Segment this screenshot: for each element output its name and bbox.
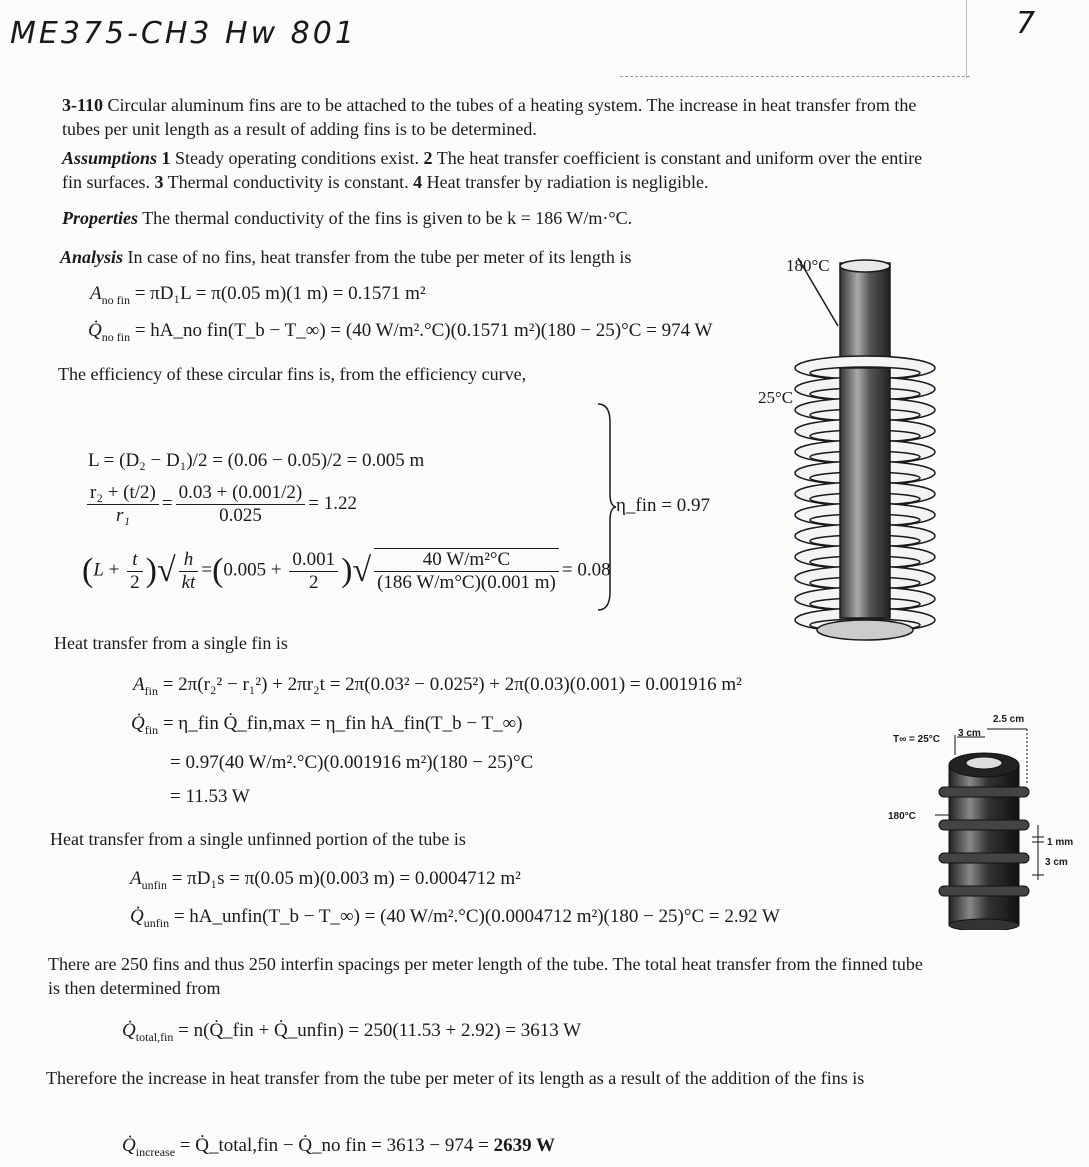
problem-text: Circular aluminum fins are to be attached to the tubes of a heating system. The increase in heat transfer from the tubes per unit length as a result of adding fins is to be determined. [62, 95, 917, 139]
single-fin-text: Heat transfer from a single fin is [54, 633, 288, 653]
eq-area-unfin: $A_{unfin} = \pi D_1s = \pi(0.05$ m)(0.003 m) = 0.0004712 m² [130, 868, 521, 892]
fig2-dim-1mm: 1 mm [1047, 837, 1074, 848]
eq-heat-fin-line3: = 11.53 W [170, 786, 250, 807]
eq-heat-fin: $Q̇_{fin}$ = η_fin Q̇_fin,max = η_fin hA_fin(T_b − T_∞) [131, 713, 523, 737]
eq-area-fin: $A_{fin} = 2\pi(r_2^2 - r_1^2) + 2\pi r_2t = 2\pi(0.03^2 - 0.025^2) + 2\pi(0.03)(0.001) = 0.001916$ m² [133, 674, 742, 698]
assumptions-label: Assumptions [62, 148, 158, 168]
unfin-text: Heat transfer from a single unfinned portion of the tube is [50, 829, 466, 849]
handwritten-title: ME375-CH3 Hw 801 [10, 16, 357, 51]
eq-radius-ratio: $\frac{\text{r₂ + (t/2)}}{\text{r₁}}$ = $\frac{0.03 + (0.001/2)}{0.025}$ = 1.22 [84, 482, 357, 527]
finned-tube-figure [790, 258, 950, 648]
analysis-intro [60, 245, 760, 269]
fig2-ambient-label: T∞ = 25°C [893, 734, 940, 745]
eq-fin-parameter: (L + $\frac{t}{2}$ )√ $\frac{h}{kt}$ =(0.005 + $\frac{0.001}{2}$ )√ $\frac{\text{40 W/m²°C}}{(186 W/m^\circ C)(0.001 m)}$ = 0.08 [82, 548, 611, 593]
fig1-ambient-temp-label: 25°C [758, 388, 794, 407]
total-text: There are 250 fins and thus 250 interfin spacings per meter length of the tube. The total heat transfer from the finned tube is then determined from [48, 954, 923, 998]
properties-label: Properties [62, 208, 138, 228]
problem-statement [62, 93, 942, 141]
assumption-text: The heat transfer coefficient is constant and uniform over the entire fin surfaces. [62, 148, 923, 192]
eq-heat-unfin: $Q̇_{unfin}$ = hA_unfin(T_b − T_∞) = (40 W/m².°C)(0.0004712 m²)(180 − 25)°C = 2.92 W [130, 906, 780, 930]
increase-text: Therefore the increase in heat transfer from the tube per meter of its length as a result of the addition of the fins is [46, 1068, 865, 1088]
eq-heat-total: $Q̇_{total,fin}$ = n(Q̇_fin + Q̇_unfin) = 250(11.53 + 2.92) = 3613 W [122, 1020, 582, 1044]
eta-fin-result: η_fin = 0.97 [616, 495, 711, 516]
fig2-base-temp-label: 180°C [888, 811, 916, 822]
fin-detail-figure [935, 725, 1035, 930]
analysis-text: In case of no fins, heat transfer from the tube per meter of its length is [127, 247, 632, 267]
properties-text: The thermal conductivity of the fins is given to be k = 186 W/m·°C. [142, 208, 633, 228]
eq-area-no-fin: $A_{no fin} = \pi D_1L = \pi(0.05$ m)(1 m) = 0.1571 m² [90, 283, 426, 307]
fig1-tube-temp-label: 180°C [786, 256, 830, 275]
assumption-text: Heat transfer by radiation is negligible. [426, 172, 709, 192]
scan-edge-line [620, 76, 970, 77]
fig2-dim-3cm-spacing: 3 cm [1045, 857, 1068, 868]
eq-heat-increase: $Q̇_{increase}$ = Q̇_total,fin − Q̇_no fin = 3613 − 974 = 2639 W [122, 1135, 555, 1159]
assumption-text: Steady operating conditions exist. [175, 148, 420, 168]
eq-heat-no-fin: $Q̇_{no fin}$ = hA_no fin(T_b − T_∞) = (40 W/m².°C)(0.1571 m²)(180 − 25)°C = 974 W [88, 320, 713, 344]
scan-edge-vertical [966, 0, 967, 78]
properties [62, 206, 762, 230]
fig2-dim-3cm: 3 cm [958, 728, 981, 739]
assumptions [62, 146, 942, 194]
fig2-dimension-arrows [1028, 825, 1048, 885]
efficiency-text: The efficiency of these circular fins is, from the efficiency curve, [58, 364, 527, 384]
final-answer: 2639 W [493, 1135, 555, 1156]
eq-corrected-length: L = (D₂ − D₁)/2 = (0.06 − 0.05)/2 = 0.005 m [88, 450, 425, 471]
right-brace [596, 402, 616, 612]
page-number: 7 [1016, 6, 1039, 41]
eq-heat-fin-line2: = 0.97(40 W/m².°C)(0.001916 m²)(180 − 25)°C [170, 752, 534, 773]
problem-number: 3-110 [62, 95, 104, 115]
assumption-number: 1 [161, 148, 171, 168]
analysis-label: Analysis [60, 247, 124, 267]
assumption-number: 4 [413, 172, 423, 192]
assumption-number: 2 [423, 148, 433, 168]
assumption-number: 3 [154, 172, 164, 192]
fig2-dim-2-5cm: 2.5 cm [993, 714, 1025, 725]
assumption-text: Thermal conductivity is constant. [167, 172, 409, 192]
